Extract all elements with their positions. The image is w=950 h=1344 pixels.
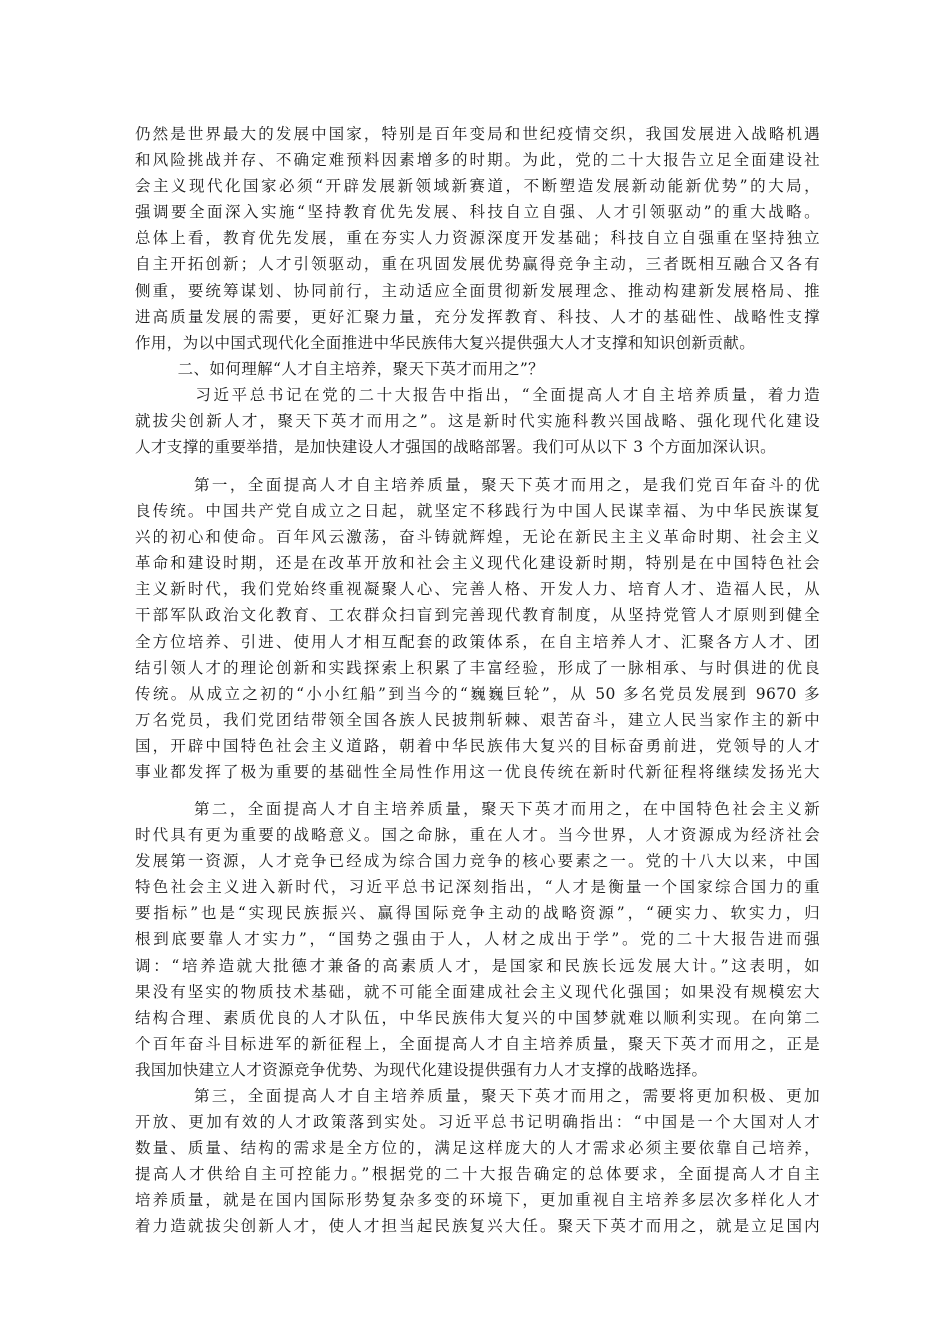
heading-text: 二、如何理解“人才自主培养，聚天下英才而用之”？ [135,360,545,378]
text-line: 良传统。中国共产党自成立之日起，就坚定不移践行为中国人民谋幸福、为中华民族谋复 [135,502,820,521]
text-line: 第三，全面提高人才自主培养质量，聚天下英才而用之，需要将更加积极、更加 [135,1087,820,1105]
text-line: 人才支撑的重要举措，是加快建设人才强国的战略部署。我们可从以下 3 个方面加深认识。 [135,438,777,457]
text-line: 调：“培养造就大批德才兼备的高素质人才，是国家和民族长远发展大计。”这表明，如 [135,956,820,975]
text-line: 总体上看，教育优先发展，重在夯实人力资源深度开发基础；科技自立自强重在坚持独立 [135,229,820,248]
paragraph-intro [135,121,820,356]
text-line: 和风险挑战并存、不确定难预料因素增多的时期。为此，党的二十大报告立足全面建设社 [135,151,820,170]
text-line: 特色社会主义进入新时代，习近平总书记深刻指出，“人才是衡量一个国家综合国力的重 [135,878,820,897]
paragraph-second [135,796,820,1083]
text-line: 第一，全面提高人才自主培养质量，聚天下英才而用之，是我们党百年奋斗的优 [135,476,820,494]
text-line: 第二，全面提高人才自主培养质量，聚天下英才而用之，在中国特色社会主义新 [135,800,820,818]
text-line: 侧重，要统筹谋划、协同前行，主动适应全面贯彻新发展理念、推动构建新发展格局、推 [135,281,820,300]
paragraph-third [135,1083,820,1240]
text-line: 会主义现代化国家必须“开辟发展新领域新赛道，不断塑造发展新动能新优势”的大局， [135,177,820,196]
section-heading [135,356,820,382]
text-line: 发展第一资源，人才竞争已经成为综合国力竞争的核心要素之一。党的十八大以来，中国 [135,852,820,871]
text-line: 事业都发挥了极为重要的基础性全局性作用这一优良传统在新时代新征程将继续发扬光大 [135,763,820,782]
text-line: 习近平总书记在党的二十大报告中指出，“全面提高人才自主培养质量，着力造 [135,386,820,404]
text-line: 数量、质量、结构的需求是全方位的，满足这样庞大的人才需求必须主要依靠自己培养， [135,1139,820,1158]
text-line: 根到底要靠人才实力”，“国势之强由于人，人材之成出于学”。党的二十大报告进而强 [135,930,820,949]
text-line: 强调要全面深入实施“坚持教育优先发展、科技自立自强、人才引领驱动”的重大战略。 [135,203,820,222]
text-line: 提高人才供给自主可控能力。”根据党的二十大报告确定的总体要求，全面提高人才自主 [135,1165,820,1184]
text-line: 主义新时代，我们党始终重视凝聚人心、完善人格、开发人力、培育人才、造福人民，从 [135,580,820,599]
text-line: 仍然是世界最大的发展中国家，特别是百年变局和世纪疫情交织，我国发展进入战略机遇 [135,125,820,143]
text-line: 个百年奋斗目标进军的新征程上，全面提高人才自主培养质量，聚天下英才而用之，正是 [135,1034,820,1053]
text-line: 着力造就拔尖创新人才，使人才担当起民族复兴大任。聚天下英才而用之，就是立足国内 [135,1217,820,1236]
text-line: 传统。从成立之初的“小小红船”到当今的“巍巍巨轮”，从 50 多名党员发展到 9670 多 [135,684,820,703]
text-line: 要指标”也是“实现民族振兴、赢得国际竞争主动的战略资源”，“硬实力、软实力，归 [135,904,820,923]
paragraph-first [135,472,820,785]
text-line: 全方位培养、引进、使用人才相互配套的政策体系，在自主培养人才、汇聚各方人才、团 [135,632,820,651]
text-line: 国，开辟中国特色社会主义道路，朝着中华民族伟大复兴的目标奋勇前进，党领导的人才 [135,736,820,755]
text-line: 自主开拓创新；人才引领驱动，重在巩固发展优势赢得竞争主动，三者既相互融合又各有 [135,255,820,274]
text-line: 兴的初心和使命。百年风云激荡，奋斗铸就辉煌，无论在新民主主义革命时期、社会主义 [135,528,820,547]
text-line: 时代具有更为重要的战略意义。国之命脉，重在人才。当今世界，人才资源成为经济社会 [135,826,820,845]
paragraph-xi-speech [135,382,820,460]
text-line: 就拔尖创新人才，聚天下英才而用之”。这是新时代实施科教兴国战略、强化现代化建设 [135,412,820,431]
text-line: 万名党员，我们党团结带领全国各族人民披荆斩棘、艰苦奋斗，建立人民当家作主的新中 [135,710,820,729]
text-line: 果没有坚实的物质技术基础，就不可能全面建成社会主义现代化强国；如果没有规模宏大 [135,982,820,1001]
text-line: 开放、更加有效的人才政策落到实处。习近平总书记明确指出：“中国是一个大国对人才 [135,1113,820,1132]
text-line: 培养质量，就是在国内国际形势复杂多变的环境下，更加重视自主培养多层次多样化人才 [135,1191,820,1210]
text-line: 干部军队政治文化教育、工农群众扫盲到完善现代教育制度，从坚持党管人才原则到健全 [135,606,820,625]
text-line: 作用，为以中国式现代化全面推进中华民族伟大复兴提供强大人才支撑和知识创新贡献。 [135,333,756,352]
text-line: 结构合理、素质优良的人才队伍，中华民族伟大复兴的中国梦就难以顺利实现。在向第二 [135,1008,820,1027]
text-line: 结引领人才的理论创新和实践探索上积累了丰富经验，形成了一脉相承、与时俱进的优良 [135,658,820,677]
text-line: 革命和建设时期，还是在改革开放和社会主义现代化建设新时期，特别是在中国特色社会 [135,554,820,573]
text-line: 进高质量发展的需要，更好汇聚力量，充分发挥教育、科技、人才的基础性、战略性支撑 [135,307,820,326]
text-line: 我国加快建立人才资源竞争优势、为现代化建设提供强有力人才支撑的战略选择。 [135,1060,708,1079]
